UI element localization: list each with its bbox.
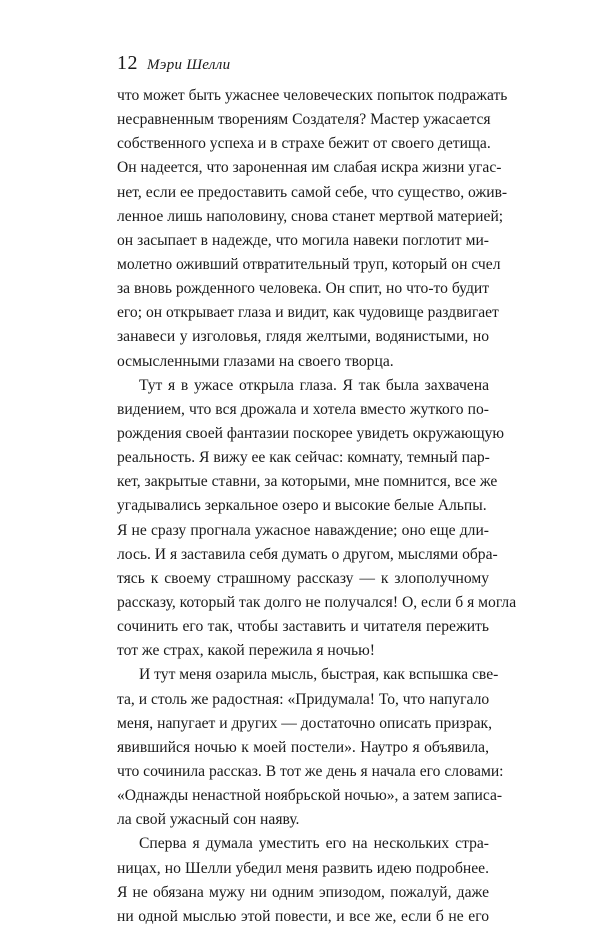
text-line: за вновь рожденного человека. Он спит, но что-то будит (117, 280, 490, 298)
text-line: занавеси у изголовья, глядя желтыми, водянистыми, но (117, 328, 489, 346)
text-line: лось. И я заставила себя думать о другом, мыслями обра- (117, 545, 498, 563)
text-line: «Однажды ненастной ноябрьской ночью», а затем записа- (117, 787, 503, 805)
text-line: ницах, но Шелли убедил меня развить идею подробнее. (117, 859, 489, 877)
paragraph-first-line: Тут я в ужасе открыла глаза. Я так была захвачена (139, 376, 489, 394)
text-line: ни одной мыслью этой повести, и все же, если б не его (117, 907, 489, 925)
text-line: угадывались зеркальное озеро и высокие белые Альпы. (117, 497, 487, 515)
running-header (117, 52, 230, 76)
text-line: меня, напугает и других — достаточно описать призрак, (117, 714, 492, 732)
text-line: Я не сразу прогнала ужасное наваждение; оно еще дли- (117, 521, 489, 539)
running-head-author: Мэри Шелли (147, 57, 231, 73)
text-line: кет, закрытые ставни, за которыми, мне помнится, все же (117, 473, 498, 491)
paragraph-end-line: ла свой ужасный сон наяву. (117, 811, 300, 829)
text-line: сочинить его так, чтобы заставить и читателя пережить (117, 618, 489, 636)
text-line: собственного успеха и в страхе бежит от своего детища. (117, 135, 491, 153)
text-line: рассказу, который так долго не получался! О, если б я могла (117, 593, 517, 611)
text-line: тясь к своему страшному рассказу — к злополучному (117, 569, 489, 587)
paragraph-end-line: осмысленными глазами на своего творца. (117, 352, 394, 370)
text-line: молетно оживший отвратительный труп, который он счел (117, 255, 501, 273)
body-text (117, 84, 517, 929)
text-line: реальность. Я вижу ее как сейчас: комнату, темный пар- (117, 449, 490, 467)
text-line: ленное лишь наполовину, снова станет мертвой материей; (117, 207, 504, 225)
page-number: 12 (117, 52, 138, 74)
text-line: его; он открывает глаза и видит, как чудовище раздвигает (117, 304, 499, 322)
paragraph-end-line: тот же страх, какой пережила я ночью! (117, 642, 375, 660)
text-line: нет, если ее предоставить самой себе, что существо, ожив- (117, 183, 508, 201)
text-line: Я не обязана мужу ни одним эпизодом, пожалуй, даже (117, 883, 489, 901)
text-line: он засыпает в надежде, что могила навеки поглотит ми- (117, 231, 489, 249)
text-line: Он надеется, что зароненная им слабая искра жизни угас- (117, 159, 502, 177)
text-line: несравненным творениям Создателя? Мастер ужасается (117, 111, 491, 129)
text-line: рождения своей фантазии поскорее увидеть окружающую (117, 424, 505, 442)
text-line: видением, что вся дрожала и хотела вместо жуткого по- (117, 400, 489, 418)
text-line: явившийся ночью к моей постели». Наутро я объявила, (117, 738, 489, 756)
text-line: что сочинила рассказ. В тот же день я начала его словами: (117, 762, 504, 780)
paragraph-first-line: Сперва я думала уместить его на нескольких стра- (139, 835, 489, 853)
text-line: что может быть ужаснее человеческих попыток подражать (117, 87, 508, 104)
text-line: та, и столь же радостная: «Придумала! То, что напугало (117, 690, 490, 708)
paragraph-first-line: И тут меня озарила мысль, быстрая, как вспышка све- (139, 666, 499, 684)
